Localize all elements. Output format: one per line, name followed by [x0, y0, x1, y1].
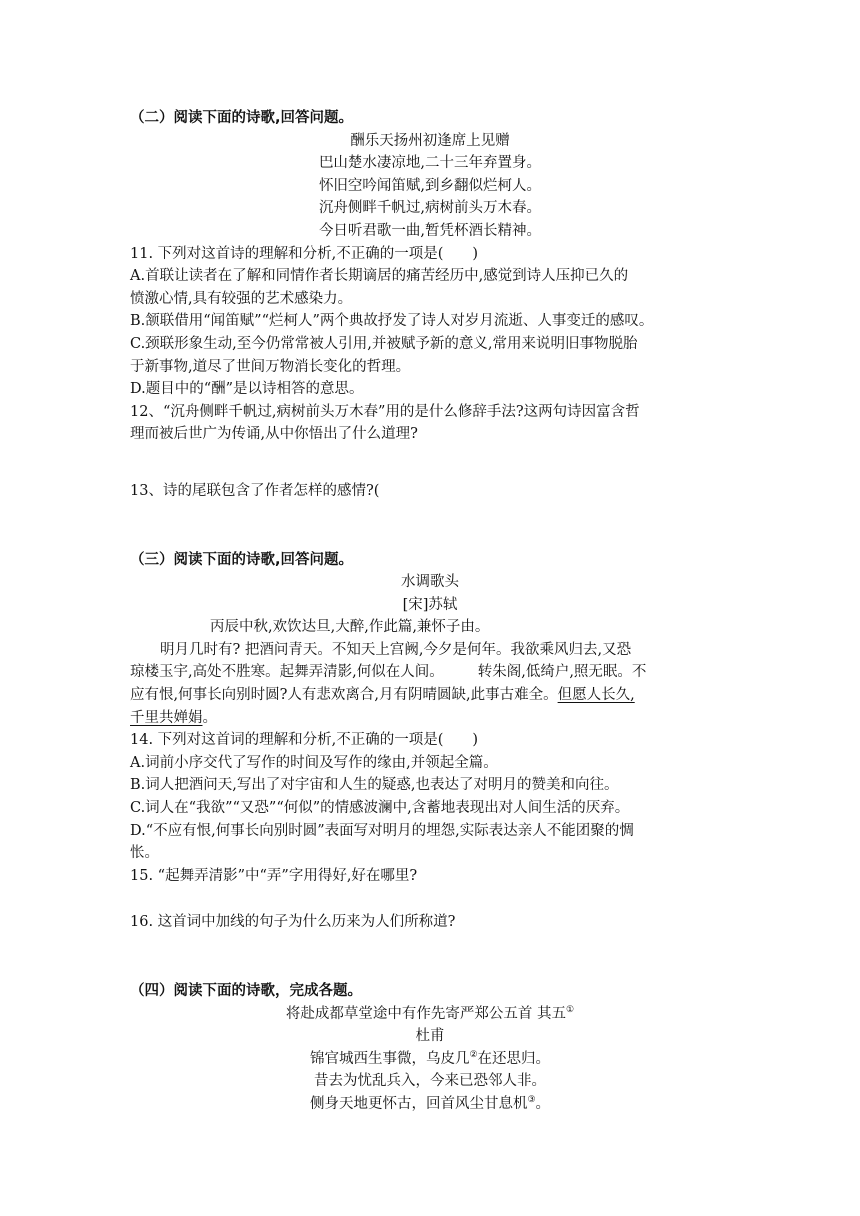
- question-14: 14. 下列对这首词的理解和分析,不正确的一项是( ): [130, 732, 479, 749]
- poem-title-text: 将赴成都草堂途中有作先寄严郑公五首 其五: [285, 1005, 567, 1022]
- section-4-title: （四）阅读下面的诗歌，完成各题。: [130, 983, 362, 999]
- q14-option-d-cont: 怅。: [130, 845, 159, 862]
- poem-line-text: 在还思归。: [477, 1050, 551, 1067]
- q11-option-a-cont: 愤激心情,具有较强的艺术感染力。: [130, 290, 353, 307]
- poem-body-line: [130, 661, 730, 684]
- poem-author: 杜甫: [415, 1028, 445, 1045]
- q14-option-a: A.词前小序交代了写作的时间及写作的缘由,并领起全篇。: [130, 754, 498, 771]
- footnote-marker: ①: [566, 1004, 575, 1015]
- section-3-title: （三）阅读下面的诗歌,回答问题。: [130, 551, 354, 568]
- poem-body-text: 琼楼玉宇,高处不胜寒。起舞弄清影,何似在人间。: [130, 664, 444, 681]
- poem-title: 水调歌头: [401, 574, 459, 591]
- q14-option-c: C.词人在“我欲”“又恐”“何似”的情感波澜中,含蓄地表现出对人间生活的厌弃。: [130, 800, 630, 817]
- poem-body-line: 明月几时有? 把酒问青天。不知天上宫阙,今夕是何年。我欲乘风归去,又恐: [160, 641, 632, 658]
- q11-option-c: C.颈联形象生动,至今仍常常被人引用,并被赋予新的意义,常用来说明旧事物脱胎: [130, 335, 638, 352]
- q14-option-b: B.词人把酒问天,写出了对宇宙和人生的疑惑,也表达了对明月的赞美和向往。: [130, 777, 619, 794]
- poem-line: 昔去为忧乱兵入，今来已恐邻人非。: [314, 1073, 546, 1090]
- q11-option-a: A.首联让读者在了解和同情作者长期谪居的痛苦经历中,感觉到诗人压抑已久的: [130, 268, 629, 285]
- poem-line: [130, 1048, 730, 1071]
- poem-line: 沉舟侧畔千帆过,病树前头万木春。: [318, 200, 542, 217]
- q11-option-b: B.颔联借用“闻笛赋”“烂柯人”两个典故抒发了诗人对岁月流逝、人事变迁的感叹。: [130, 313, 654, 330]
- question-16: 16. 这首词中加线的句子为什么历来为人们所称道?: [130, 914, 456, 931]
- question-15: 15. “起舞弄清影”中“弄”字用得好,好在哪里?: [130, 867, 418, 884]
- poem-body-line: [130, 707, 730, 730]
- question-11: 11. 下列对这首诗的理解和分析,不正确的一项是( ): [130, 245, 479, 262]
- underlined-sentence: 但愿人长久,: [557, 687, 635, 704]
- footnote-marker: ②: [469, 1049, 478, 1060]
- poem-line: [130, 1093, 730, 1116]
- poem-title: [130, 1003, 730, 1026]
- poem-preface: 丙辰中秋,欢饮达旦,大醉,作此篇,兼怀子由。: [210, 619, 490, 636]
- poem-body-line: [130, 684, 730, 707]
- exam-content: [130, 107, 730, 1116]
- question-12-cont: 理而被后世广为传诵,从中你悟出了什么道理?: [130, 426, 418, 443]
- q14-option-d: D.“不应有恨,何事长向别时圆”表面写对明月的埋怨,实际表达亲人不能团聚的惆: [130, 822, 634, 839]
- poem-line: 怀旧空吟闻笛赋,到乡翻似烂柯人。: [318, 177, 542, 194]
- question-12: 12、“沉舟侧畔千帆过,病树前头万木春”用的是什么修辞手法?这两句诗因富含哲: [130, 403, 640, 420]
- q11-option-d: D.题目中的“酬”是以诗相答的意思。: [130, 381, 364, 398]
- poem-line-text: 锦官城西生事微，乌皮几: [309, 1050, 470, 1067]
- underlined-sentence: 千里共婵娟: [130, 709, 203, 726]
- poem-author: [宋]苏轼: [402, 596, 458, 613]
- poem-line: 巴山楚水凄凉地,二十三年弃置身。: [318, 155, 542, 172]
- section-2-title: （二）阅读下面的诗歌,回答问题。: [130, 110, 354, 126]
- question-13: 13、诗的尾联包含了作者怎样的感情?(: [130, 482, 380, 499]
- footnote-marker: ③: [527, 1095, 536, 1106]
- poem-line-text: 侧身天地更怀古，回首风尘甘息机: [309, 1095, 528, 1112]
- poem-title: 酬乐天扬州初逢席上见赠: [350, 132, 510, 149]
- poem-line-text: 。: [535, 1095, 551, 1112]
- poem-body-text: 应有恨,何事长向别时圆?人有悲欢离合,月有阴晴圆缺,此事古难全。: [130, 687, 558, 704]
- poem-body-text: 。: [202, 709, 217, 726]
- q11-option-c-cont: 于新事物,道尽了世间万物消长变化的哲理。: [130, 358, 411, 375]
- poem-line: 今日听君歌一曲,暂凭杯酒长精神。: [318, 222, 542, 239]
- poem-body-text: 转朱阁,低绮户,照无眠。不: [477, 664, 647, 681]
